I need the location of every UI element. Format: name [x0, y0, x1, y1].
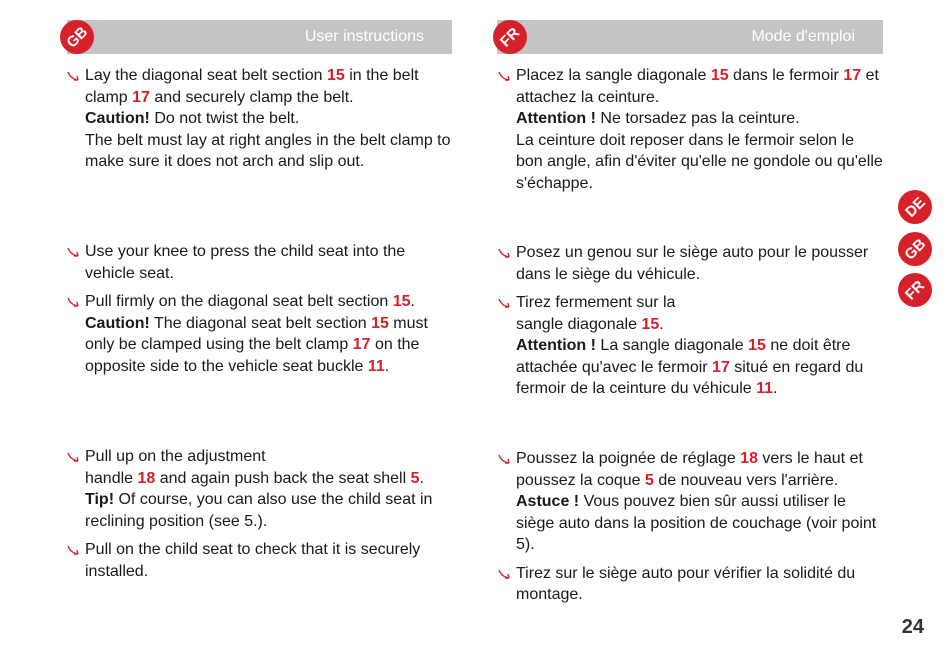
bullet-arrow-icon — [67, 295, 80, 308]
part-number: 5 — [410, 469, 420, 487]
part-number: 15 — [748, 337, 766, 354]
note-label: Caution! — [85, 314, 150, 332]
instruction-block-french-3 — [498, 448, 884, 606]
bullet-arrow-icon — [498, 296, 511, 309]
note-label: Attention ! — [516, 110, 596, 127]
part-number: 18 — [740, 450, 758, 467]
step-text: . — [384, 357, 390, 375]
side-tab-de[interactable]: DE — [898, 190, 932, 224]
instruction-step — [67, 539, 452, 582]
part-number: 5 — [644, 471, 654, 489]
header-bar-english — [67, 20, 452, 54]
instruction-step — [67, 291, 452, 377]
step-text: Posez un genou sur le siège auto pour le pousser dans le siège du véhicule. — [516, 244, 869, 283]
page-number: 24 — [901, 616, 924, 638]
part-number: 18 — [137, 469, 156, 487]
step-text: Lay the diagonal seat belt section — [85, 67, 327, 84]
step-text: handle — [85, 469, 138, 487]
part-number: 17 — [843, 67, 862, 84]
part-number: 17 — [352, 336, 371, 353]
step-text: La sangle diagonale — [595, 337, 749, 354]
step-text: dans le fermoir — [728, 67, 844, 84]
part-number: 15 — [710, 67, 729, 84]
step-text: The belt must lay at right angles in the belt clamp to make sure it does not arch and slip out. — [85, 131, 451, 170]
step-text: Pull up on the adjustment — [85, 448, 266, 465]
bullet-arrow-icon — [67, 543, 80, 556]
step-text: La ceinture doit reposer dans le fermoir selon le bon angle, afin d'éviter qu'elle ne gondole ou qu'elle s'échappe. — [516, 131, 883, 192]
step-text: . — [419, 469, 424, 487]
step-text: sangle diagonale — [516, 315, 642, 333]
step-text: . — [659, 315, 664, 333]
step-text: and again push back the seat shell — [155, 469, 411, 487]
instruction-step — [498, 65, 884, 194]
step-text: must only be clamped using the belt clamp — [85, 314, 428, 353]
step-text: Placez la sangle diagonale — [516, 67, 711, 84]
step-text: Ne torsadez pas la ceinture. — [595, 110, 800, 127]
instruction-step — [67, 65, 452, 173]
part-number: 15 — [392, 293, 411, 310]
step-text: on the opposite side to the vehicle seat buckle — [85, 336, 420, 375]
instruction-block-english-3 — [67, 446, 452, 582]
part-number: 15 — [371, 314, 389, 332]
note-label: Attention ! — [516, 337, 596, 354]
instruction-step — [498, 563, 884, 606]
step-text: Pull on the child seat to check that it is securely installed. — [85, 541, 421, 580]
header-title-english: User instructions — [304, 28, 424, 45]
bullet-arrow-icon — [67, 69, 80, 82]
step-text: Vous pouvez bien sûr aussi utiliser le siège auto dans la position de couchage (voir point 5). — [516, 493, 877, 553]
step-text: The diagonal seat belt section — [149, 314, 372, 332]
step-text: Tirez fermement sur la — [516, 294, 676, 311]
instruction-block-english-1 — [67, 65, 452, 173]
part-number: 15 — [326, 67, 345, 84]
step-text: Poussez la poignée de réglage — [516, 450, 741, 467]
instruction-step — [498, 292, 884, 400]
note-label: Caution! — [85, 110, 150, 127]
instruction-step — [498, 448, 884, 556]
step-text: . — [773, 380, 778, 397]
step-text: Pull firmly on the diagonal seat belt section — [85, 293, 393, 310]
step-text: Use your knee to press the child seat into the vehicle seat. — [85, 243, 406, 282]
language-badge-fr: FR — [493, 20, 527, 54]
instruction-step — [67, 241, 452, 284]
bullet-arrow-icon — [498, 567, 511, 580]
step-text: ne doit être attachée qu'avec le fermoir — [516, 337, 851, 376]
bullet-arrow-icon — [498, 69, 511, 82]
note-label: Tip! — [85, 491, 115, 508]
step-text: . — [410, 293, 415, 310]
part-number: 11 — [367, 357, 385, 375]
instruction-step — [67, 446, 452, 532]
language-badge-gb: GB — [60, 20, 94, 54]
side-tab-gb[interactable]: GB — [898, 232, 932, 266]
part-number: 15 — [641, 315, 660, 333]
bullet-arrow-icon — [67, 245, 80, 258]
part-number: 17 — [132, 88, 150, 106]
instruction-block-french-2 — [498, 242, 884, 400]
instruction-block-english-2 — [67, 241, 452, 377]
step-text: in the belt clamp — [85, 67, 419, 106]
step-text: Of course, you can also use the child seat in reclining position (see 5.). — [85, 491, 433, 530]
instruction-block-french-1 — [498, 65, 884, 194]
bullet-arrow-icon — [498, 452, 511, 465]
bullet-arrow-icon — [498, 246, 511, 259]
bullet-arrow-icon — [67, 450, 80, 463]
side-tab-fr[interactable]: FR — [898, 273, 932, 307]
step-text: Do not twist the belt. — [149, 110, 300, 127]
part-number: 17 — [712, 358, 730, 376]
part-number: 11 — [756, 380, 774, 397]
header-title-french: Mode d'emploi — [751, 28, 855, 45]
step-text: et attachez la ceinture. — [516, 67, 879, 106]
step-text: vers le haut et poussez la coque — [516, 450, 863, 489]
step-text: and securely clamp the belt. — [149, 88, 354, 106]
step-text: situé en regard du fermoir de la ceinture du véhicule — [516, 358, 864, 397]
header-bar-french — [497, 20, 883, 54]
note-label: Astuce ! — [516, 493, 580, 510]
step-text: Tirez sur le siège auto pour vérifier la solidité du montage. — [516, 564, 856, 603]
instruction-step — [498, 242, 884, 285]
step-text: de nouveau vers l'arrière. — [653, 471, 839, 489]
